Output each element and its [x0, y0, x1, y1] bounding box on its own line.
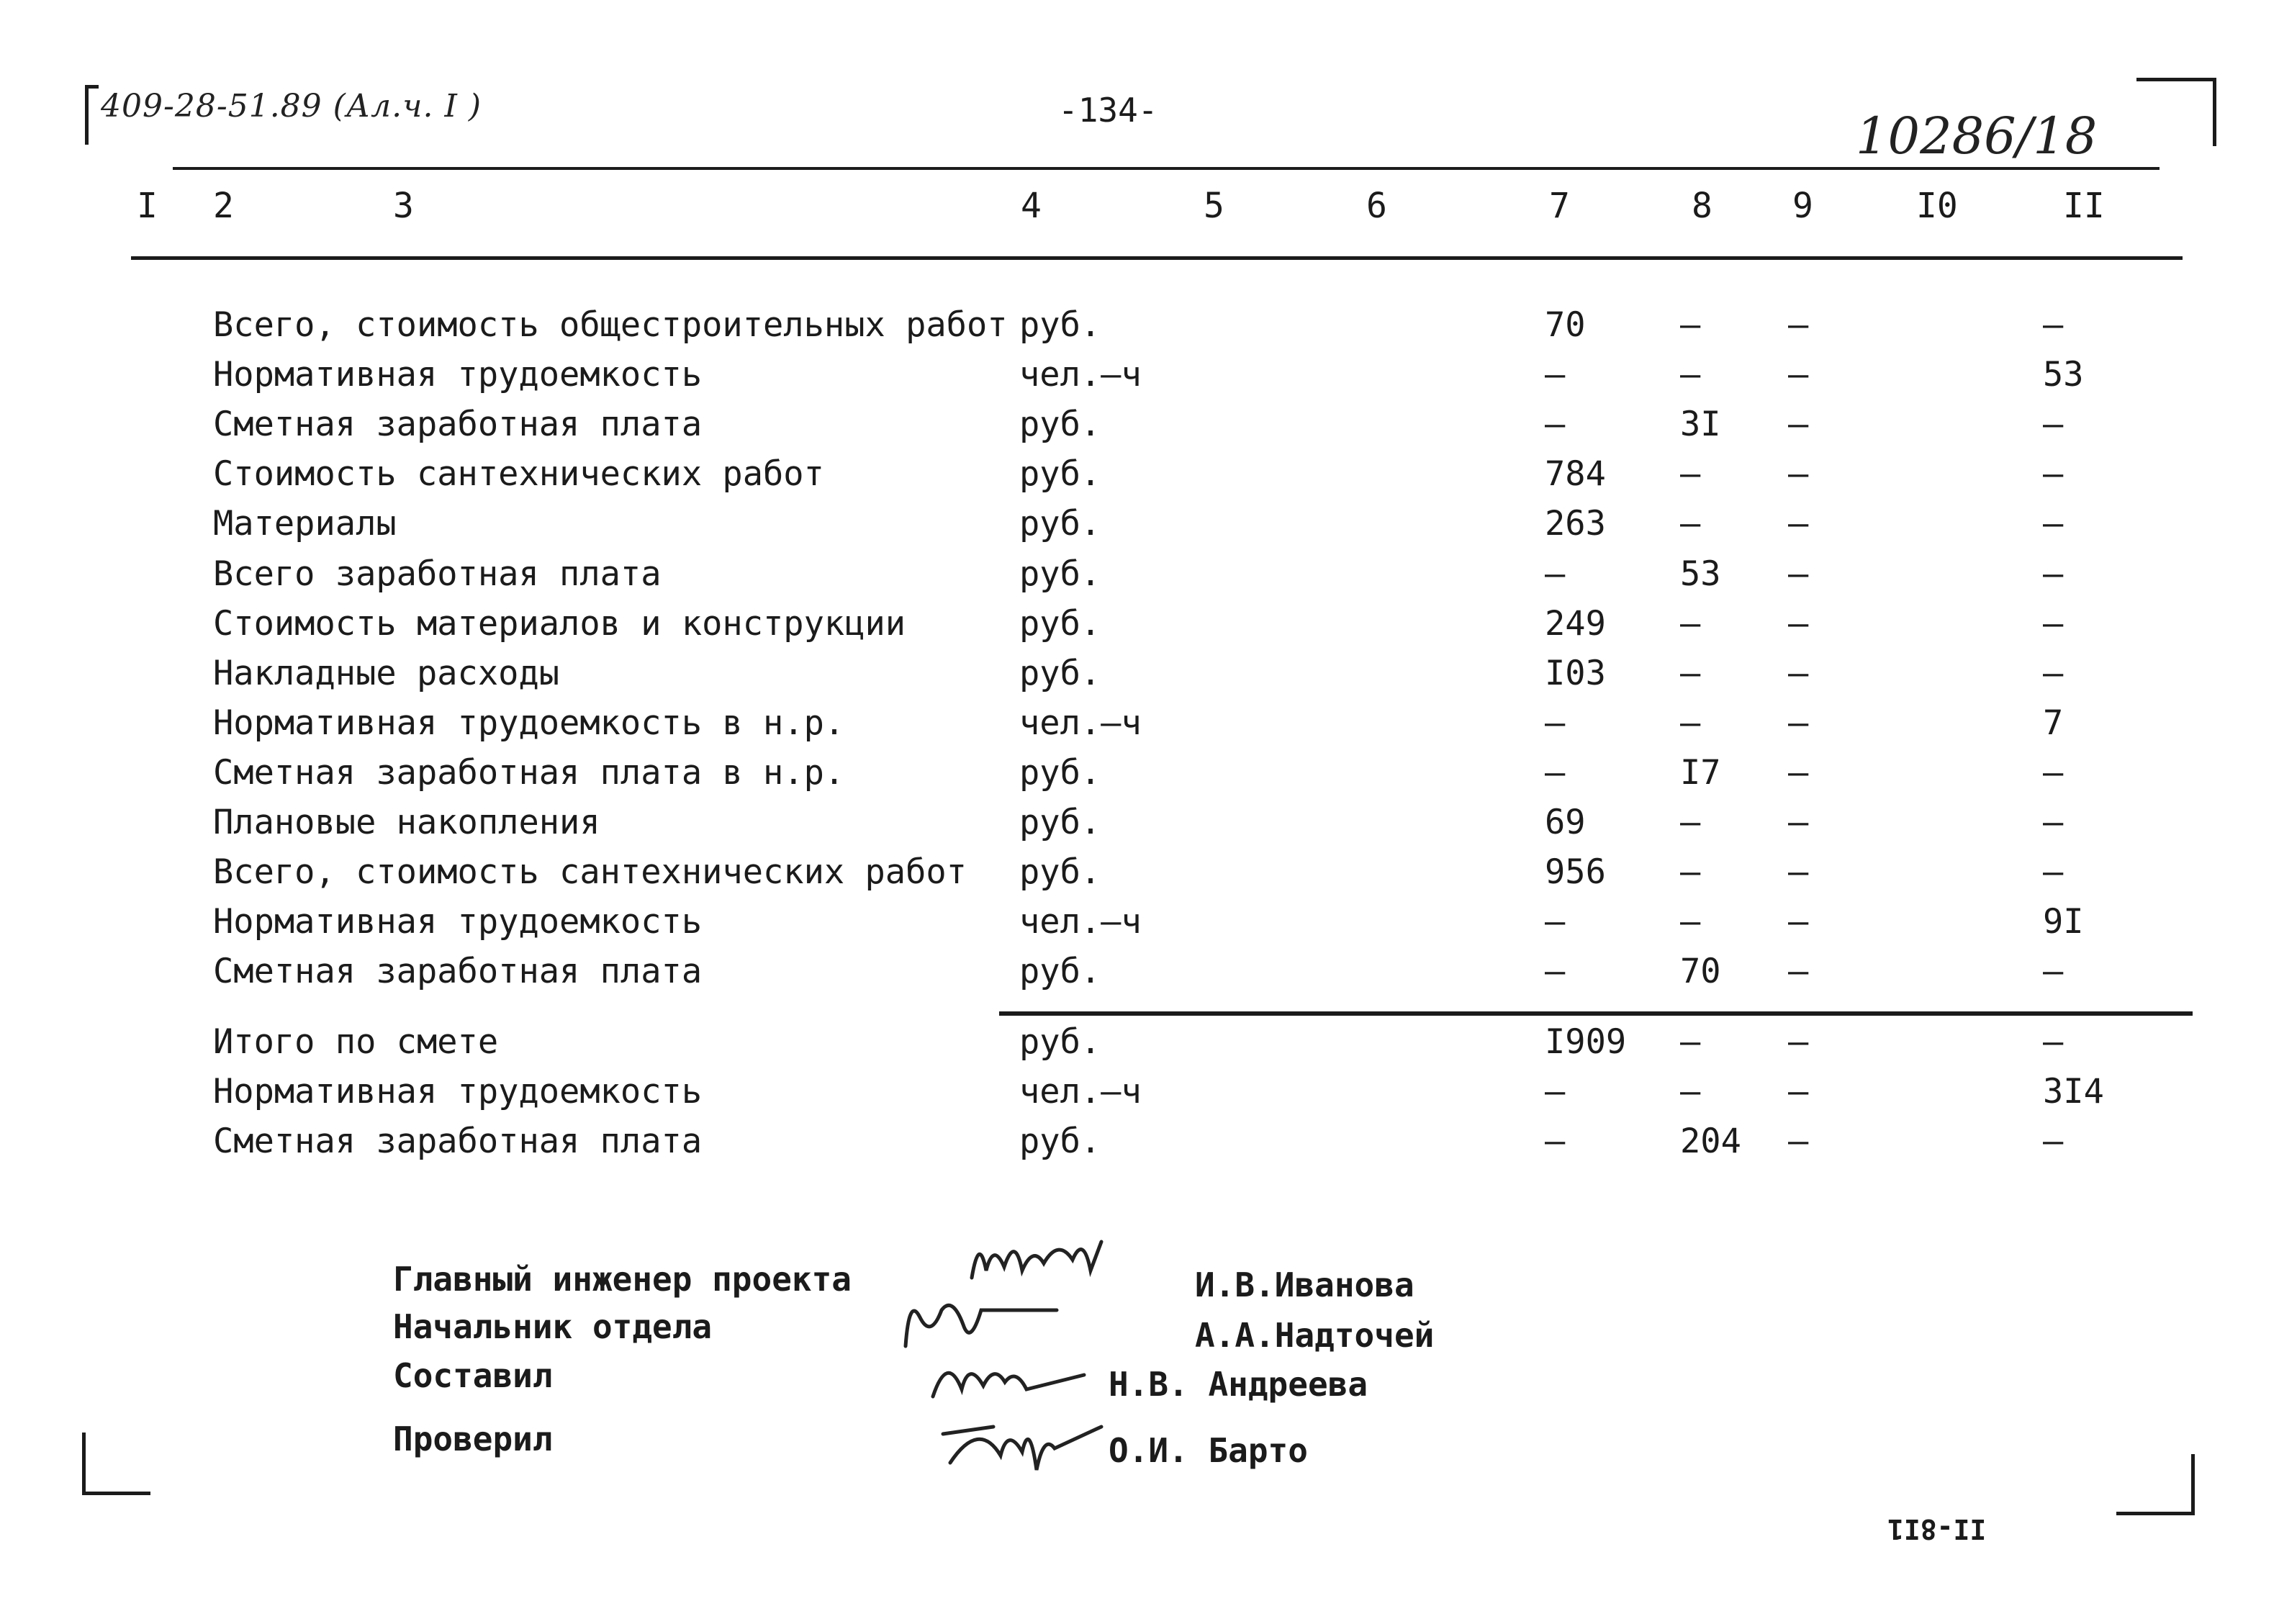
row-col8-value: –	[1680, 703, 1701, 743]
row-description: Нормативная трудоемкость	[213, 355, 703, 394]
row-unit: руб.	[1019, 803, 1101, 842]
row-col8-value: –	[1680, 604, 1701, 644]
row-unit: руб.	[1019, 405, 1101, 444]
row-col9-value: –	[1788, 1072, 1809, 1111]
row-unit: чел.–ч	[1019, 703, 1142, 743]
row-col8-value: –	[1680, 454, 1701, 494]
row-col9-value: –	[1788, 803, 1809, 842]
column-number: II	[2063, 186, 2105, 226]
row-col11-value: –	[2043, 952, 2064, 991]
row-col8-value: –	[1680, 803, 1701, 842]
row-col9-value: –	[1788, 604, 1809, 644]
row-col7-value: –	[1545, 1122, 1566, 1161]
column-number: 3	[393, 186, 414, 226]
column-number: 8	[1692, 186, 1712, 226]
row-col9-value: –	[1788, 952, 1809, 991]
signoff-title: Главный инженер проекта	[393, 1260, 852, 1299]
row-col11-value: –	[2043, 1022, 2064, 1062]
row-description: Сметная заработная плата	[213, 405, 703, 444]
signoff-title: Начальник отдела	[393, 1307, 713, 1346]
table-row	[0, 405, 2279, 448]
row-col7-value: 784	[1545, 454, 1606, 494]
column-number: 4	[1021, 186, 1042, 226]
row-col8-value: 70	[1680, 952, 1721, 991]
inventory-number: 10286/18	[1856, 107, 2098, 166]
row-description: Всего заработная плата	[213, 554, 662, 594]
row-unit: руб.	[1019, 1022, 1101, 1062]
row-unit: руб.	[1019, 454, 1101, 494]
table-row	[0, 355, 2279, 398]
row-col7-value: –	[1545, 753, 1566, 793]
table-row	[0, 305, 2279, 348]
column-number: 7	[1549, 186, 1570, 226]
row-col9-value: –	[1788, 902, 1809, 942]
row-col11-value: –	[2043, 554, 2064, 594]
row-col8-value: –	[1680, 654, 1701, 693]
table-row	[0, 604, 2279, 647]
row-unit: руб.	[1019, 554, 1101, 594]
row-col9-value: –	[1788, 654, 1809, 693]
page-number: -134-	[1058, 91, 1158, 130]
corner-mark-top-right	[2136, 78, 2216, 146]
row-description: Стоимость сантехнических работ	[213, 454, 824, 494]
row-unit: руб.	[1019, 305, 1101, 345]
row-col9-value: –	[1788, 852, 1809, 892]
column-number: 5	[1204, 186, 1224, 226]
row-description: Накладные расходы	[213, 654, 560, 693]
row-col9-value: –	[1788, 405, 1809, 444]
column-number: 6	[1366, 186, 1387, 226]
signature-mark	[936, 1412, 1109, 1484]
row-col11-value: –	[2043, 1122, 2064, 1161]
column-number: I0	[1916, 186, 1958, 226]
table-row	[0, 504, 2279, 547]
row-col7-value: 69	[1545, 803, 1586, 842]
row-unit: руб.	[1019, 654, 1101, 693]
corner-mark-bottom-right	[2116, 1454, 2195, 1515]
row-unit: руб.	[1019, 952, 1101, 991]
row-col8-value: 53	[1680, 554, 1721, 594]
row-unit: руб.	[1019, 604, 1101, 644]
row-col8-value: –	[1680, 305, 1701, 345]
row-col11-value: –	[2043, 454, 2064, 494]
row-col8-value: –	[1680, 902, 1701, 942]
row-col7-value: 70	[1545, 305, 1586, 345]
signoff-name: А.А.Надточей	[1195, 1316, 1435, 1355]
row-description: Всего, стоимость сантехнических работ	[213, 852, 967, 892]
row-col11-value: 3I4	[2043, 1072, 2104, 1111]
table-row	[0, 753, 2279, 796]
archive-stamp: II-8I1	[1887, 1513, 1987, 1545]
row-description: Нормативная трудоемкость	[213, 902, 703, 942]
row-col11-value: 7	[2043, 703, 2064, 743]
row-description: Материалы	[213, 504, 397, 543]
row-col8-value: –	[1680, 1022, 1701, 1062]
row-col9-value: –	[1788, 454, 1809, 494]
row-unit: чел.–ч	[1019, 355, 1142, 394]
table-row	[0, 454, 2279, 497]
totals-row	[0, 1022, 2279, 1065]
row-col7-value: –	[1545, 405, 1566, 444]
row-col8-value: 204	[1680, 1122, 1741, 1161]
table-row	[0, 654, 2279, 697]
row-col7-value: 249	[1545, 604, 1606, 644]
table-row	[0, 803, 2279, 846]
signature-mark	[965, 1227, 1123, 1292]
table-row	[0, 902, 2279, 945]
row-col8-value: 3I	[1680, 405, 1721, 444]
row-description: Стоимость материалов и конструкции	[213, 604, 906, 644]
row-col8-value: –	[1680, 355, 1701, 394]
row-col9-value: –	[1788, 753, 1809, 793]
row-col9-value: –	[1788, 504, 1809, 543]
row-unit: руб.	[1019, 852, 1101, 892]
row-col11-value: –	[2043, 305, 2064, 345]
row-col8-value: –	[1680, 852, 1701, 892]
signoff-name: И.В.Иванова	[1195, 1266, 1414, 1304]
row-col7-value: –	[1545, 902, 1566, 942]
signoff-title: Проверил	[393, 1420, 553, 1458]
table-row	[0, 952, 2279, 995]
row-description: Итого по смете	[213, 1022, 499, 1062]
row-col7-value: –	[1545, 554, 1566, 594]
row-col7-value: I03	[1545, 654, 1606, 693]
row-col7-value: I909	[1545, 1022, 1627, 1062]
row-col11-value: –	[2043, 654, 2064, 693]
row-col11-value: –	[2043, 405, 2064, 444]
row-col9-value: –	[1788, 703, 1809, 743]
row-col8-value: –	[1680, 1072, 1701, 1111]
row-unit: чел.–ч	[1019, 1072, 1142, 1111]
signoff-title: Составил	[393, 1356, 553, 1395]
column-number: I	[137, 186, 158, 226]
row-col7-value: –	[1545, 703, 1566, 743]
row-col11-value: –	[2043, 604, 2064, 644]
document-code: 409-28-51.89 (Ал.ч. I )	[101, 88, 482, 125]
row-unit: чел.–ч	[1019, 902, 1142, 942]
row-description: Сметная заработная плата	[213, 952, 703, 991]
row-col11-value: 9I	[2043, 902, 2084, 942]
row-col11-value: –	[2043, 852, 2064, 892]
row-col9-value: –	[1788, 1122, 1809, 1161]
row-unit: руб.	[1019, 504, 1101, 543]
corner-mark-top-left	[85, 85, 99, 145]
row-col9-value: –	[1788, 305, 1809, 345]
header-rule	[173, 167, 2160, 170]
row-col9-value: –	[1788, 1022, 1809, 1062]
row-description: Плановые накопления	[213, 803, 600, 842]
column-number: 2	[213, 186, 234, 226]
table-row	[0, 554, 2279, 597]
column-number: 9	[1792, 186, 1813, 226]
row-col11-value: –	[2043, 504, 2064, 543]
table-row	[0, 703, 2279, 746]
row-description: Нормативная трудоемкость	[213, 1072, 703, 1111]
subtotal-rule	[999, 1011, 2193, 1016]
row-description: Сметная заработная плата	[213, 1122, 703, 1161]
row-description: Нормативная трудоемкость в н.р.	[213, 703, 845, 743]
signoff-name: О.И. Барто	[1109, 1431, 1308, 1470]
row-col8-value: –	[1680, 504, 1701, 543]
row-col11-value: –	[2043, 753, 2064, 793]
row-col9-value: –	[1788, 554, 1809, 594]
column-header-rule	[131, 256, 2183, 260]
signoff-name: Н.В. Андреева	[1109, 1365, 1368, 1404]
row-col7-value: –	[1545, 1072, 1566, 1111]
row-col7-value: –	[1545, 355, 1566, 394]
row-unit: руб.	[1019, 753, 1101, 793]
row-col9-value: –	[1788, 355, 1809, 394]
row-col7-value: 263	[1545, 504, 1606, 543]
signature-mark	[919, 1346, 1091, 1411]
table-row	[0, 852, 2279, 896]
row-col11-value: 53	[2043, 355, 2084, 394]
row-description: Всего, стоимость общестроительных работ	[213, 305, 1008, 345]
row-col8-value: I7	[1680, 753, 1721, 793]
row-col11-value: –	[2043, 803, 2064, 842]
row-col7-value: –	[1545, 952, 1566, 991]
row-unit: руб.	[1019, 1122, 1101, 1161]
row-description: Сметная заработная плата в н.р.	[213, 753, 845, 793]
corner-mark-bottom-left	[82, 1433, 150, 1495]
row-col7-value: 956	[1545, 852, 1606, 892]
totals-row	[0, 1072, 2279, 1115]
totals-row	[0, 1122, 2279, 1165]
signature-mark	[891, 1289, 1064, 1353]
